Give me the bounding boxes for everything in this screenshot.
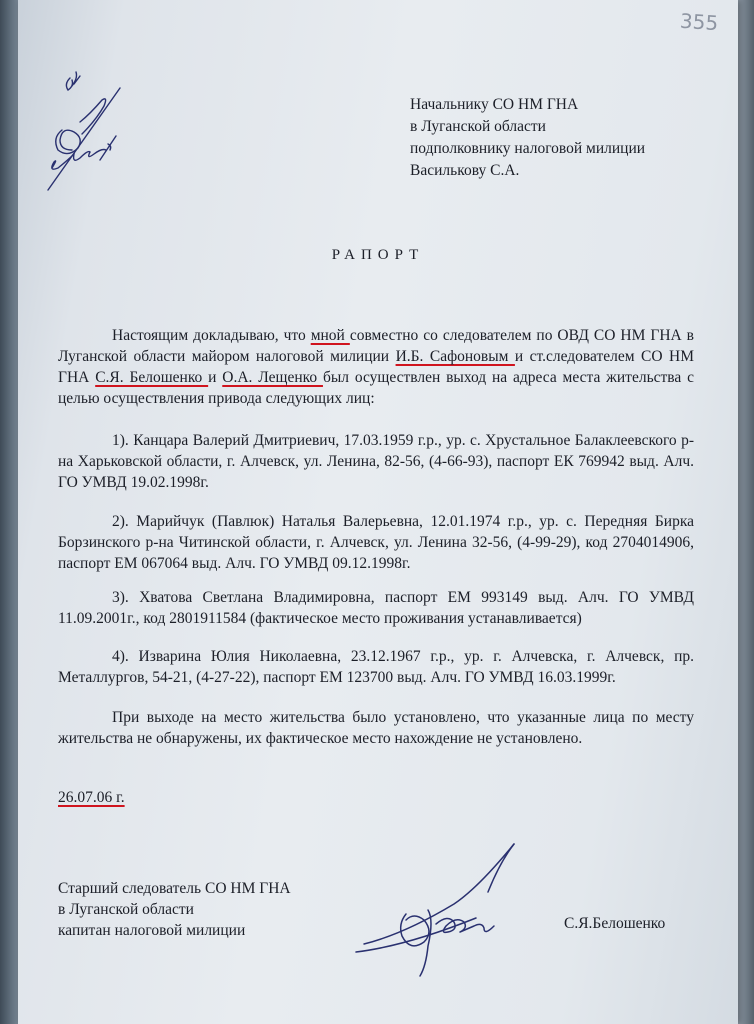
addressee-line: Василькову С.А. bbox=[410, 162, 520, 179]
list-item-text: 3). Хватова Светлана Владимировна, паспорт ЕМ 993149 выд. Алч. ГО УМВД 11.09.2001г., код 2801911584 (фактическое место проживания устанавливается) bbox=[58, 589, 694, 627]
addressee-line: Начальнику СО НМ ГНА bbox=[410, 96, 579, 113]
underlined-name: О.А. Лещенко bbox=[222, 369, 323, 386]
list-item-text: 2). Марийчук (Павлюк) Наталья Валерьевна, 12.01.1974 г.р., ур. с. Передняя Бирка Борзинского р-на Читинской области, г. Алчевск, ул. Ленина 32-56, (4-99-29), код 2704014906, паспорт ЕМ 067064 выд. Алч. ГО УМВД 09.12.1998г. bbox=[58, 513, 694, 572]
intro-text: и bbox=[208, 369, 223, 386]
signatory-block bbox=[58, 878, 291, 941]
page-number-mark: 355 bbox=[679, 8, 719, 36]
signatory-line: в Луганской области bbox=[58, 901, 194, 918]
conclusion-paragraph bbox=[58, 707, 694, 749]
signatory-line: Старший следователь СО НМ ГНА bbox=[58, 880, 291, 897]
document-page bbox=[18, 0, 738, 1024]
intro-text: был осуществлен выход на адреса места жительства с целью осуществления привода следующих лиц: bbox=[58, 369, 694, 407]
signatory-name: С.Я.Белошенко bbox=[564, 915, 666, 932]
intro-text: совместно со следователем по ОВД СО НМ ГНА в Луганской области майором налоговой милиции bbox=[58, 327, 694, 365]
addressee-line: подполковнику налоговой милиции bbox=[410, 140, 646, 157]
list-item bbox=[58, 587, 694, 629]
list-item bbox=[58, 511, 694, 574]
report-date bbox=[58, 789, 125, 807]
intro-paragraph bbox=[58, 325, 694, 409]
list-item bbox=[58, 646, 694, 688]
intro-text: и ст.следователем СО НМ ГНА bbox=[58, 348, 695, 386]
underlined-name: мной bbox=[310, 327, 350, 344]
signatory-line: капитан налоговой милиции bbox=[58, 922, 246, 939]
handwritten-signature bbox=[336, 832, 546, 982]
handwritten-resolution bbox=[28, 60, 138, 210]
list-item-text: 4). Изварина Юлия Николаевна, 23.12.1967 г.р., ур. г. Алчевска, г. Алчевск, пр. Металлургов, 54-21, (4-27-22), паспорт ЕМ 123700 выд. Алч. ГО УМВД 16.03.1999г. bbox=[58, 648, 694, 686]
underlined-name: С.Я. Белошенко bbox=[95, 369, 209, 386]
addressee-block bbox=[410, 94, 645, 182]
document-title: РАПОРТ bbox=[331, 247, 425, 263]
intro-text: Настоящим докладываю, что bbox=[112, 327, 311, 344]
list-item bbox=[58, 430, 694, 493]
underlined-name: И.Б. Сафоновым bbox=[395, 348, 515, 365]
addressee-line: в Луганской области bbox=[410, 118, 546, 135]
date-text: 26.07.06 г. bbox=[58, 789, 125, 806]
page-stack-edge bbox=[738, 0, 754, 1024]
conclusion-text: При выходе на место жительства было установлено, что указанные лица по месту жительства не обнаружены, их фактическое место нахождение не установлено. bbox=[58, 709, 694, 747]
list-item-text: 1). Канцара Валерий Дмитриевич, 17.03.1959 г.р., ур. с. Хрустальное Балаклеевского р-на Харьковской области, г. Алчевск, ул. Ленина, 82-56, (4-66-93), паспорт ЕК 769942 выд. Алч. ГО УМВД 19.02.1998г. bbox=[58, 432, 694, 491]
